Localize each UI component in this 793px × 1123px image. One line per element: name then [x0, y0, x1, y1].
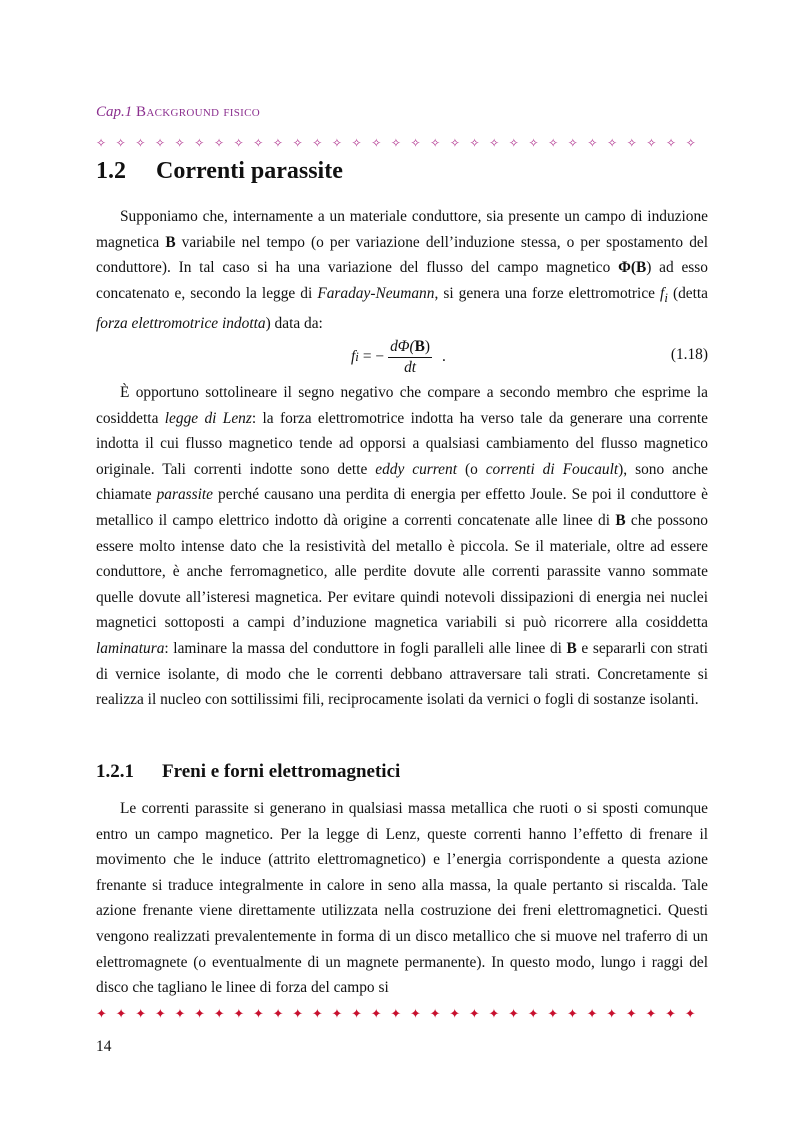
italic-term: parassite: [156, 486, 214, 504]
numerator-text: dΦ(: [390, 337, 415, 355]
vector-b: B: [414, 337, 425, 355]
diamond-ornament-icon: ✦: [154, 1007, 166, 1022]
fraction-denominator: dt: [404, 358, 417, 376]
diamond-ornament-icon: ✦: [390, 1007, 402, 1022]
diamond-ornament-icon: ✧: [115, 136, 126, 150]
diamond-ornament-icon: ✧: [96, 136, 107, 150]
diamond-ornament-icon: ✦: [351, 1007, 363, 1022]
paragraph-2: [96, 380, 708, 713]
symbol-subscript: i: [664, 290, 668, 305]
diamond-ornament-icon: ✧: [666, 136, 677, 150]
diamond-ornament-icon: ✦: [468, 1007, 480, 1022]
diamond-ornament-icon: ✧: [135, 136, 146, 150]
text-run: Supponiamo che, internamente a un materiale conduttore, sia presente un campo di induzione magnetica: [96, 208, 708, 251]
diamond-ornament-icon: ✧: [194, 136, 205, 150]
vector-b: B: [165, 233, 176, 251]
text-run: che possono essere molto intense dato che la resistività del metallo è piccola. Se il materiale, oltre ad essere conduttore, è anche ferromagnetico, alle perdite dovute alle correnti parassite vanno sommate quelle dovute all’isteresi magnetica. Per evitare quindi notevoli dissipazioni di energia nei nuclei magnetici sottoposti a campi d’induzione magnetica variabili si può ricorrere alla cosiddetta: [96, 511, 708, 632]
diamond-ornament-icon: ✧: [626, 136, 637, 150]
diamond-ornament-icon: ✧: [489, 136, 500, 150]
text-run: , si genera una forze elettromotrice: [434, 284, 661, 302]
fraction-numerator: [388, 338, 432, 358]
subsection-number: 1.2.1: [96, 761, 134, 782]
italic-term: legge di Lenz: [164, 409, 252, 427]
diamond-ornament-icon: ✦: [174, 1007, 186, 1022]
paragraph-1: [96, 204, 708, 337]
text-run: e separarli con strati di vernice isolante, di modo che le correnti debbano attraversare tali strati. Concretamente si realizza il nucleo con sottilissimi fili, reciprocamente isolati da vernici o fogli di sostanze isolanti.: [96, 639, 708, 709]
italic-term: forza elettromotrice indotta: [96, 315, 266, 333]
running-head-chapter: Cap.1: [96, 104, 133, 120]
diamond-ornament-icon: ✦: [135, 1007, 147, 1022]
page-number: 14: [96, 1038, 112, 1055]
vector-b: B: [566, 639, 577, 657]
diamond-ornament-icon: ✧: [292, 136, 303, 150]
diamond-ornament-icon: ✧: [154, 136, 166, 150]
diamond-ornament-icon: ✧: [272, 136, 283, 150]
phi-symbol: Φ(: [618, 259, 636, 277]
text-run: ), sono anche chiamate: [96, 460, 708, 504]
diamond-ornament-icon: ✦: [508, 1007, 520, 1022]
numerator-close: ): [424, 337, 431, 355]
diamond-ornament-icon: ✦: [625, 1007, 637, 1022]
top-ornament-rule: [96, 136, 696, 150]
bottom-ornament-rule: [96, 1008, 696, 1022]
running-head-title: Background fisico: [136, 104, 260, 120]
diamond-ornament-icon: ✦: [645, 1007, 657, 1022]
diamond-ornament-icon: ✧: [233, 136, 244, 150]
text-run: : laminare la massa del conduttore in fogli paralleli alle linee di: [164, 639, 567, 657]
equation-fraction: [388, 338, 432, 377]
equation-lhs-subscript: i: [355, 349, 359, 364]
diamond-ornament-icon: ✧: [312, 136, 323, 150]
diamond-ornament-icon: ✦: [253, 1007, 264, 1022]
text-run: ) ad esso concatenato e, secondo la legge di: [96, 259, 708, 302]
diamond-ornament-icon: ✧: [646, 136, 657, 150]
diamond-ornament-icon: ✦: [96, 1007, 107, 1022]
diamond-ornament-icon: ✧: [607, 136, 618, 150]
diamond-ornament-icon: ✦: [567, 1007, 578, 1022]
diamond-ornament-icon: ✦: [586, 1007, 598, 1022]
diamond-ornament-icon: ✦: [331, 1007, 343, 1022]
diamond-ornament-icon: ✦: [449, 1007, 461, 1022]
text-run: (o: [457, 460, 486, 478]
diamond-ornament-icon: ✧: [253, 136, 264, 150]
diamond-ornament-icon: ✦: [194, 1007, 206, 1022]
equation-number: (1.18): [670, 346, 708, 363]
diamond-ornament-icon: ✧: [351, 136, 362, 150]
subsection-heading: [96, 760, 400, 784]
paragraph-3: Le correnti parassite si generano in qualsiasi massa metallica che ruoti o si sposti comunque entro un campo magnetico. Per la legge di Lenz, queste correnti hanno l’effetto di frenare il movimento che le induce (attrito elettromagnetico) e l’energia corrispondente a questa azione frenante si traduce integralmente in calore in seno alla massa, la quale pertanto si riscalda. Tale azione frenante viene direttamente utilizzata nella costruzione dei freni elettromagnetici. Questi vengono realizzati prevalentemente in forma di un disco metallico che si muove nel traferro di un elettromagnete (o eventualmente di un magnete permanente). In questo modo, lungo i raggi del disco che tagliano le linee di forza del campo si: [96, 800, 708, 997]
diamond-ornament-icon: ✦: [272, 1007, 284, 1022]
diamond-ornament-icon: ✦: [606, 1007, 618, 1022]
diamond-ornament-icon: ✦: [684, 1007, 696, 1022]
diamond-ornament-icon: ✦: [527, 1007, 539, 1022]
equation-period: .: [442, 348, 446, 365]
diamond-ornament-icon: ✦: [115, 1007, 127, 1022]
section-title: Correnti parassite: [156, 158, 343, 184]
equation-body: [351, 334, 446, 380]
diamond-ornament-icon: ✧: [213, 136, 224, 150]
diamond-ornament-icon: ✧: [174, 136, 185, 150]
equation-lhs: f: [351, 348, 356, 365]
diamond-ornament-icon: ✧: [567, 136, 578, 150]
diamond-ornament-icon: ✧: [508, 136, 519, 150]
italic-term: laminatura: [96, 639, 165, 657]
diamond-ornament-icon: ✧: [331, 136, 342, 150]
italic-term: Faraday-Neumann: [317, 284, 435, 302]
section-heading: [96, 156, 343, 186]
diamond-ornament-icon: ✦: [370, 1007, 382, 1022]
text-run: variabile nel tempo (o per variazione dell’induzione stessa, o per spostamento del conduttore). In tal caso si ha una variazione del flusso del campo magnetico: [96, 233, 708, 277]
diamond-ornament-icon: ✧: [548, 136, 559, 150]
section-number: 1.2: [96, 158, 126, 184]
diamond-ornament-icon: ✦: [547, 1007, 559, 1022]
italic-term: correnti di Foucault: [485, 460, 619, 478]
equation-1-18: [96, 334, 708, 380]
equation-equals-minus: = −: [362, 348, 385, 365]
diamond-ornament-icon: ✧: [430, 136, 441, 150]
diamond-ornament-icon: ✧: [528, 136, 539, 150]
text-run: perché causano una perdita di energia per effetto Joule. Se poi il conduttore è metallico il campo elettrico indotto dà origine a correnti concatenate alle linee di: [96, 486, 708, 529]
diamond-ornament-icon: ✦: [665, 1007, 677, 1022]
diamond-ornament-icon: ✧: [587, 136, 598, 150]
symbol-f: f: [660, 284, 665, 302]
running-head: [96, 104, 260, 121]
diamond-ornament-icon: ✧: [410, 136, 421, 150]
diamond-ornament-icon: ✧: [685, 136, 696, 150]
diamond-ornament-icon: ✧: [449, 136, 460, 150]
italic-term: eddy current: [375, 460, 457, 478]
diamond-ornament-icon: ✦: [292, 1007, 304, 1022]
vector-b: B: [615, 511, 626, 529]
diamond-ornament-icon: ✧: [371, 136, 382, 150]
diamond-ornament-icon: ✧: [390, 136, 401, 150]
subsection-title: Freni e forni elettromagnetici: [162, 761, 401, 782]
diamond-ornament-icon: ✦: [429, 1007, 441, 1022]
text-run: : la forza elettromotrice indotta ha verso tale da generare una corrente indotta il cui flusso magnetico tende ad opporsi a qualsiasi cambiamento del flusso magnetico originale. Tali correnti indotte sono dette: [96, 409, 709, 478]
diamond-ornament-icon: ✧: [469, 136, 480, 150]
diamond-ornament-icon: ✦: [233, 1007, 245, 1022]
vector-b: B: [636, 259, 647, 277]
diamond-ornament-icon: ✦: [213, 1007, 225, 1022]
text-run: È opportuno sottolineare il segno negativo che compare a secondo membro che esprime la cosiddetta: [96, 384, 708, 427]
diamond-ornament-icon: ✦: [410, 1007, 421, 1022]
diamond-ornament-icon: ✦: [488, 1007, 500, 1022]
text-run: ) data da:: [265, 315, 323, 333]
diamond-ornament-icon: ✦: [311, 1007, 323, 1022]
text-run: (detta: [667, 284, 708, 302]
